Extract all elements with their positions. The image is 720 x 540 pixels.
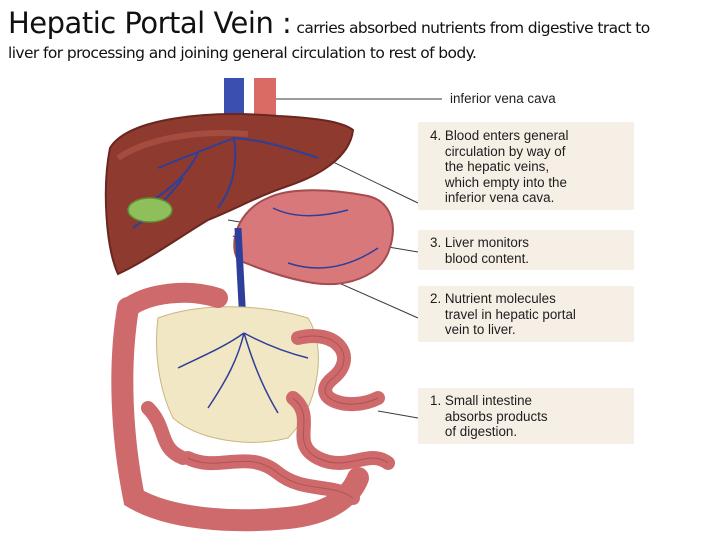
mesentery — [157, 307, 319, 443]
digestive-anatomy-figure — [88, 78, 634, 540]
callout-step-4 — [418, 122, 634, 210]
title-sub-line2: liver for processing and joining general circulation to rest of body. — [8, 44, 477, 62]
callout-step-1-text: 1. Small intestine absorbs products of digestion. — [430, 393, 548, 439]
title-sub-line1: carries absorbed nutrients from digestive tract to — [296, 19, 650, 37]
callout-step-2-text: 2. Nutrient molecules travel in hepatic portal vein to liver. — [430, 291, 576, 337]
callout-step-4-text: 4. Blood enters general circulation by way of the hepatic veins, which empty into the inferior vena cava. — [430, 128, 569, 205]
callout-step-3-text: 3. Liver monitors blood content. — [430, 235, 530, 266]
gallbladder — [128, 198, 172, 222]
callout-step-3 — [418, 230, 634, 270]
leader-step1 — [378, 411, 418, 418]
label-inferior-vena-cava: inferior vena cava — [450, 91, 556, 106]
slide-title — [8, 6, 716, 62]
callout-step-2 — [418, 286, 634, 342]
stomach — [234, 190, 393, 284]
callout-step-1 — [418, 388, 634, 444]
title-main: Hepatic Portal Vein : — [8, 6, 292, 40]
